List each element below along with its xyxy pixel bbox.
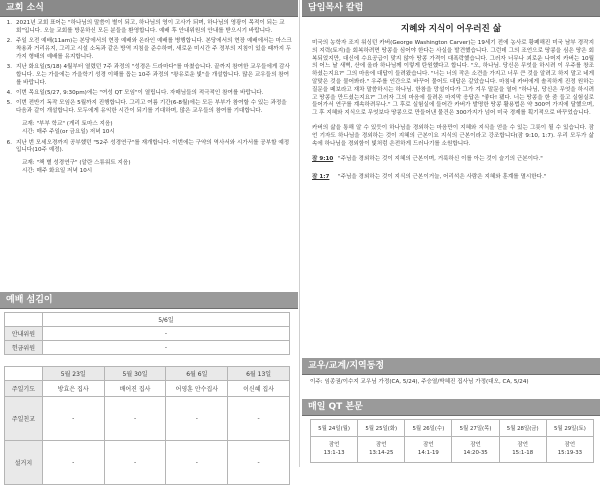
news-sub-time: 시간: 매주 주일(or 금요일) 저녁 10시 bbox=[22, 128, 115, 135]
column-divider bbox=[299, 0, 300, 467]
article-paragraph: 미국의 농학자 조지 워싱턴 카버(George Washington Carver)는 19세기 전에 농사로 황폐해진 미국 남부 경작지의 지력(토지)을 회복하려면 땅콩을 심어야 한다는 사실을 발견했습니다. 그런데 그의 조언으로 땅콩을 심은 땅은 회복되었지만, 대신에 수요공급이 맞지 않아 땅콩 가격이 대폭락했습니다. 그러자 너무나 괴로운 나머지 카버는 10월의 어느 날 새벽, 산에 올라 하나님께 이렇게 탄원했다고 합니다. "오, 하나님. 당신은 무엇을 하시려 이 우주를 창조하셨는지요?" 그의 마음에 대답이 들려왔습니다. "너는 너의 작은 소견을 가지고 너무 큰 것을 알려고 하지 말고 네게 알맞은 것을 물어봐라." 우주를 인간으로 바꾸어 물어도 대답은 같았습니다. 마침내 카버에게 솔직하게 진정 원하는 질문을 떼보라고 재차 말씀하시는 하나님. 한참을 망설이다가 그가 겨우 말문을 열어 "하나님, 당신은 무엇을 하시려고 땅콩을 만드셨는지요?" 그러자 그의 마음에 들려온 마지막 응답은 "좋다! 됐다. 너는 땅콩을 한 줌 들고 실험실로 들어가서 연구를 계속하려무나." 그 후로 실험실에 들어간 카버가 발명한 땅콩 활용법은 약 300여 가지에 달했으며, 그 후 지혜와 지식으로 무엇보다 땅콩으로 만들어낸 물건은 300가지가 넘어 미국 경제를 획기적으로 바꾸었습니다. bbox=[312, 40, 594, 117]
pastor-column-header: 담임목사 칼럼 bbox=[302, 0, 600, 17]
serving-date: 6월 6일 bbox=[166, 367, 228, 381]
prayer-person: 배어진 집사 bbox=[104, 381, 166, 397]
news-item: 1. 2021년 교회 표어는 "하나님의 말씀이 별이 되고, 하나님의 영이 고사가 되며, 하나님의 영광이 목적이 되는 교회"입니다. 오늘 교회를 방문하신 모든 분들을 환영합니다. 예배 후 안내위원의 안내를 받으시기 바랍니다. bbox=[6, 20, 285, 34]
news-item: 4. 이번 목요일(5/27, 9:30pm)에는 "여성 QT 모임"이 열립니다. 자매님들의 적극적인 참여를 바랍니다. bbox=[6, 89, 264, 96]
church-news-list bbox=[0, 17, 298, 176]
news-item: 3. 지난 화요일(5/18) 4월부터 열렸던 7주 과정의 "성경은 드라마다"를 마쳤습니다. 끝까지 참여한 교우들에게 감사합니다. 오는 가을에는 가을학기 성경 이해를 돕는 10주 과정의 "왕유로운 빛"을 개설합니다. 많은 교우들의 참여를 바랍니다. bbox=[6, 63, 290, 86]
serving-date: 6월 13일 bbox=[228, 367, 290, 381]
daily-qt-header: 매일 QT 본문 bbox=[302, 399, 600, 416]
serving-header: 예배 섬김이 bbox=[0, 292, 298, 309]
church-news-header: 교회 소식 bbox=[0, 0, 298, 17]
news-sub-textbook: 교재: "책 별 성경연구" (알란 스튜워트 지음) bbox=[22, 160, 131, 167]
qt-date: 5월 24일(월) bbox=[311, 420, 358, 437]
prayer-news-text: 이주: 임종권/이수지 교우님 가정(CA, 5/24), 주승열/박혜진 집사님 가정(대오, CA, 5/24) bbox=[310, 379, 529, 385]
row-label-snack: 주일친교 bbox=[5, 397, 43, 441]
verse-reference: 잠 9:10 bbox=[312, 156, 334, 163]
qt-passage: 잠언 15:19-33 bbox=[546, 437, 593, 463]
right-column bbox=[302, 0, 600, 467]
qt-passage: 잠언 14:20-35 bbox=[452, 437, 499, 463]
qt-date: 5월 29일(토) bbox=[546, 420, 593, 437]
bible-verse bbox=[302, 156, 600, 164]
serving-spacer bbox=[5, 355, 290, 367]
row-label-cleaning: 설거지 bbox=[5, 441, 43, 485]
news-sub-time: 시간: 매주 화요일 저녁 10시 bbox=[22, 168, 93, 175]
prayer-person: 어영훈 안수집사 bbox=[166, 381, 228, 397]
qt-date: 5월 27일(목) bbox=[452, 420, 499, 437]
snack-value: - bbox=[166, 397, 228, 441]
snack-value: - bbox=[104, 397, 166, 441]
cleaning-value: - bbox=[104, 441, 166, 485]
news-item: 5. 이번 전반기 독작 모임은 5월까지 진행합니다. 그리고 여름 기간(6-8월)에는 모든 부부가 참여할 수 있는 과정을 다음과 같이 개설합니다. 모두에게 유익한 시간이 되기를 기대하며, 많은 교우들의 참여를 기대합니다. bbox=[6, 99, 287, 114]
prayer-person: 방효은 집사 bbox=[42, 381, 104, 397]
serving-date: 5월 30일 bbox=[104, 367, 166, 381]
qt-date: 5월 25일(화) bbox=[358, 420, 405, 437]
qt-passage: 잠언 13:1-13 bbox=[311, 437, 358, 463]
usher-value: - bbox=[42, 327, 289, 341]
news-item: 6. 지난 번 모세오경까지 공부했던 "52주 성경연구"를 재개합니다. 이번에는 구약의 역사서와 시가서를 공부할 예정입니다(10주 예정). bbox=[6, 139, 290, 154]
left-column bbox=[0, 0, 298, 467]
verse-reference: 잠 1:7 bbox=[312, 174, 330, 181]
qt-date: 5월 28일(금) bbox=[499, 420, 546, 437]
news-item: 2. 주일 오전 예배(11am)는 본당에서의 현장 예배와 온라인 예배를 병행합니다. 본당에서의 현장 예배에서는 마스크 착용과 거리유지, 그리고 시설 소독과 같은 방역 지침을 준수하며, 새로운 미시간 주 정부의 지침이 있을 때까지 두 가지 형태의 예배를 유지합니다. bbox=[6, 38, 292, 60]
article-paragraph: 카버의 삶을 통해 알 수 있듯이 하나님을 경외하는 마음만이 지혜와 지식을 얻을 수 있는 그릇이 될 수 있습니다. 잠언 기자도 하나님을 경외하는 것이 지혜의 근본이요 지식의 근본이라고 강조합니다(잠 9:10, 1:7). 우리 모두가 삶 속에 하나님을 경외함이 빛처럼 은전하게 드러나기를 소원합니다. bbox=[312, 124, 594, 147]
row-label-prayer: 주일기도 bbox=[5, 381, 43, 397]
snack-value: - bbox=[42, 397, 104, 441]
serving-corner bbox=[5, 367, 43, 381]
qt-passage: 잠언 13:14-25 bbox=[358, 437, 405, 463]
cleaning-value: - bbox=[166, 441, 228, 485]
qt-passage: 잠언 15:1-18 bbox=[499, 437, 546, 463]
prayer-news-header: 교우/교계/지역동정 bbox=[302, 358, 600, 375]
qt-passage: 잠언 14:1-19 bbox=[405, 437, 452, 463]
snack-value: - bbox=[228, 397, 290, 441]
row-label-offering: 헌금위원 bbox=[5, 341, 43, 355]
verse-text: "주님을 경외하는 것이 지식의 근본이거늘, 어리석은 사람은 지혜와 훈계를 멸시한다." bbox=[338, 174, 547, 181]
qt-date: 5월 26일(수) bbox=[405, 420, 452, 437]
prayer-person: 이신혜 집사 bbox=[228, 381, 290, 397]
daily-qt-table bbox=[310, 419, 594, 463]
cleaning-value: - bbox=[42, 441, 104, 485]
serving-date-main: 5/6일 bbox=[42, 313, 289, 327]
cleaning-value: - bbox=[228, 441, 290, 485]
serving-date: 5월 23일 bbox=[42, 367, 104, 381]
bible-verse bbox=[302, 174, 600, 182]
row-label-usher: 안내위원 bbox=[5, 327, 43, 341]
offering-value: - bbox=[42, 341, 289, 355]
verse-text: "주님을 경외하는 것이 지혜의 근본이며, 거룩하신 이를 아는 것이 슬기의 근본이다." bbox=[338, 156, 543, 163]
news-sub-textbook: 교재: "부부 학교" (게리 토마스 지음) bbox=[22, 120, 113, 127]
serving-table bbox=[4, 312, 290, 485]
serving-corner bbox=[5, 313, 43, 327]
article-title: 지혜와 지식이 어우러진 삶 bbox=[400, 24, 502, 34]
